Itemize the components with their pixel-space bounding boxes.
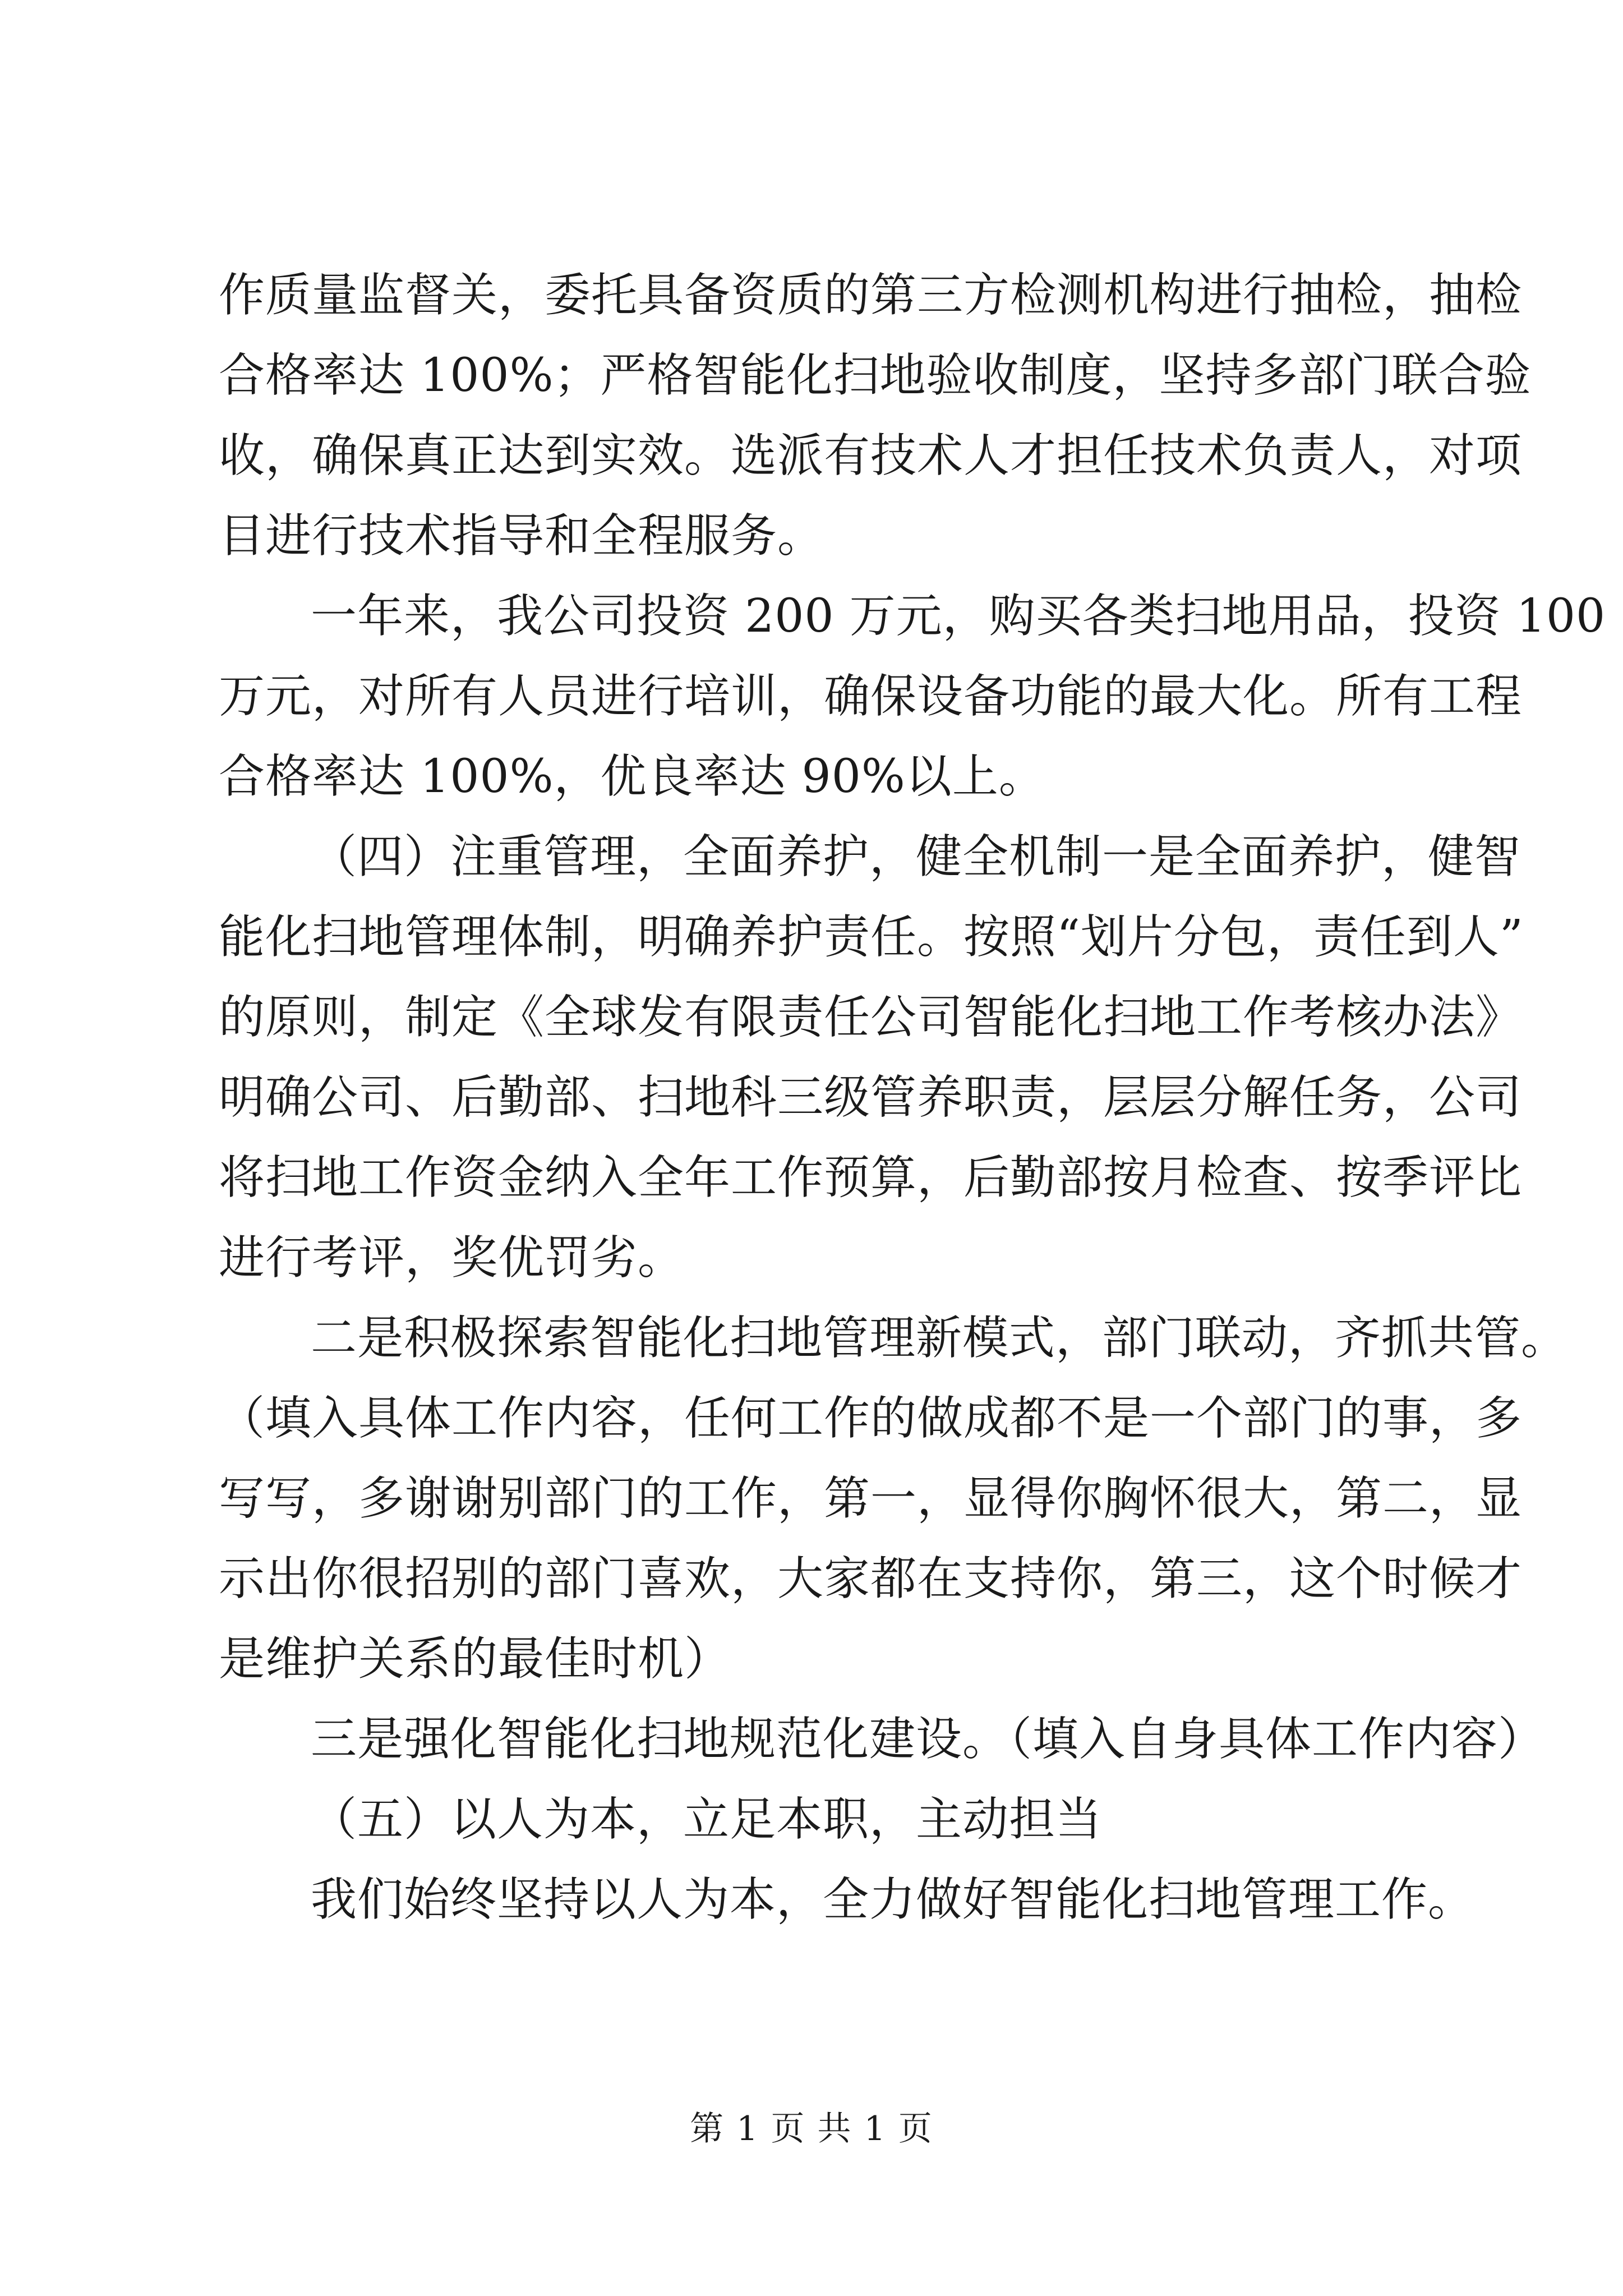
text-line: 作质量监督关，委托具备资质的第三方检测机构进行抽检，抽检 bbox=[219, 269, 1523, 322]
text-line: 收，确保真正达到实效。选派有技术人才担任技术负责人，对项 bbox=[219, 429, 1523, 482]
text-line: 写写，多谢谢别部门的工作，第一，显得你胸怀很大，第二，显 bbox=[219, 1472, 1523, 1525]
text-line: 的原则，制定《全球发有限责任公司智能化扫地工作考核办法》 bbox=[219, 991, 1523, 1044]
text-line: （五）以人为本，立足本职，主动担当 bbox=[311, 1793, 1103, 1846]
text-line: 我们始终坚持以人为本，全力做好智能化扫地管理工作。 bbox=[311, 1873, 1475, 1926]
text-line: 万元，对所有人员进行培训，确保设备功能的最大化。所有工程 bbox=[219, 670, 1523, 723]
text-line: 目进行技术指导和全程服务。 bbox=[219, 509, 824, 563]
text-line: 进行考评，奖优罚劣。 bbox=[219, 1231, 685, 1285]
text-line: 是维护关系的最佳时机） bbox=[219, 1632, 731, 1686]
text-line: 合格率达 100%，优良率达 90%以上。 bbox=[219, 750, 1045, 803]
text-line: 三是强化智能化扫地规范化建设。（填入自身具体工作内容） bbox=[311, 1713, 1545, 1766]
text-line: 明确公司、后勤部、扫地科三级管养职责，层层分解任务，公司 bbox=[219, 1071, 1523, 1124]
document-body bbox=[219, 255, 1606, 1940]
text-line: （四）注重管理，全面养护，健全机制一是全面养护，健智 bbox=[311, 830, 1521, 884]
page-number-footer: 第 1 页 共 1 页 bbox=[690, 2109, 933, 2148]
text-line: 将扫地工作资金纳入全年工作预算，后勤部按月检查、按季评比 bbox=[219, 1151, 1523, 1204]
text-line: 二是积极探索智能化扫地管理新模式，部门联动，齐抓共管。 bbox=[311, 1312, 1568, 1365]
text-line: 示出你很招别的部门喜欢，大家都在支持你，第三，这个时候才 bbox=[219, 1552, 1523, 1605]
text-line: 合格率达 100%；严格智能化扫地验收制度，坚持多部门联合验 bbox=[219, 349, 1532, 402]
text-line: 能化扫地管理体制，明确养护责任。按照“划片分包，责任到人” bbox=[219, 910, 1524, 964]
text-line: （填入具体工作内容，任何工作的做成都不是一个部门的事，多 bbox=[219, 1392, 1523, 1445]
text-line: 一年来，我公司投资 200 万元，购买各类扫地用品，投资 100 bbox=[311, 590, 1606, 643]
